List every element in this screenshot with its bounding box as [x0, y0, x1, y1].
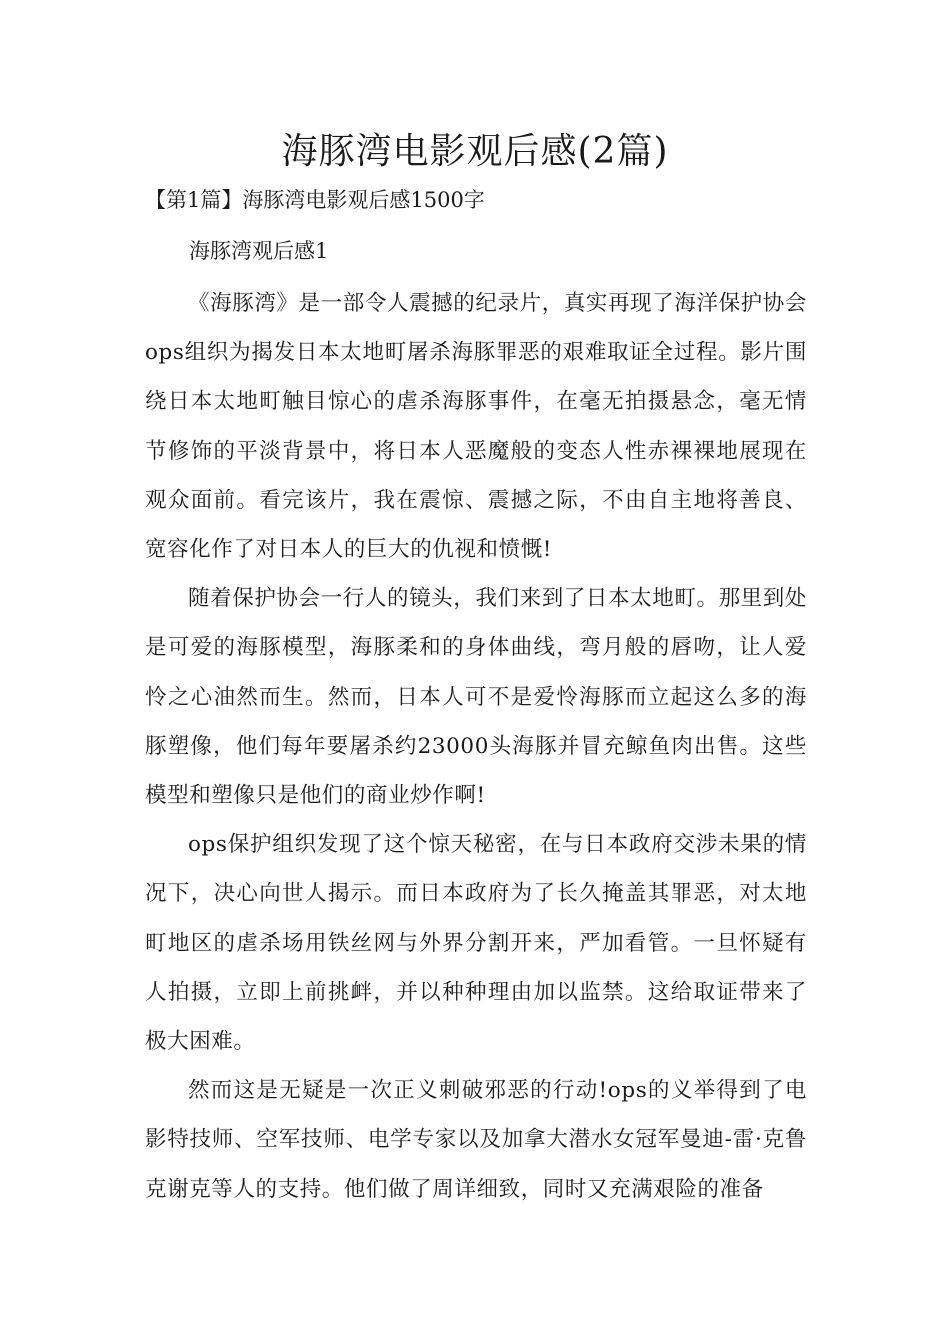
paragraph: 《海豚湾》是一部令人震撼的纪录片，真实再现了海洋保护协会ops组织为揭发日本太地町屠杀海豚罪恶的艰难取证全过程。影片围绕日本太地町触目惊心的虐杀海豚事件，在毫无拍摄悬念，毫无情节修饰的平淡背景中，将日本人恶魔般的变态人性赤裸裸地展现在观众面前。看完该片，我在震惊、震撼之际，不由自主地将善良、宽容化作了对日本人的巨大的仇视和愤慨!: [145, 291, 807, 563]
subheading: 海豚湾观后感1: [189, 239, 329, 263]
document-title: 海豚湾电影观后感(2篇): [281, 131, 669, 172]
paragraph: 然而这是无疑是一次正义刺破邪恶的行动!ops的义举得到了电影特技师、空军技师、电学专家以及加拿大潜水女冠军曼迪-雷·克鲁克谢克等人的支持。他们做了周详细致，同时又充满艰险的准备: [145, 1078, 807, 1202]
body-text: [145, 279, 807, 1214]
section-heading: 【第1篇】海豚湾电影观后感1500字: [145, 188, 485, 212]
paragraph: 随着保护协会一行人的镜头，我们来到了日本太地町。那里到处是可爱的海豚模型，海豚柔和的身体曲线，弯月般的唇吻，让人爱怜之心油然而生。然而，日本人可不是爱怜海豚而立起这么多的海豚塑像，他们每年要屠杀约23000头海豚并冒充鲸鱼肉出售。这些模型和塑像只是他们的商业炒作啊!: [145, 586, 807, 809]
paragraph: ops保护组织发现了这个惊天秘密，在与日本政府交涉未果的情况下，决心向世人揭示。而日本政府为了长久掩盖其罪恶，对太地町地区的虐杀场用铁丝网与外界分割开来，严加看管。一旦怀疑有人拍摄，立即上前挑衅，并以种种理由加以监禁。这给取证带来了极大困难。: [145, 832, 807, 1055]
